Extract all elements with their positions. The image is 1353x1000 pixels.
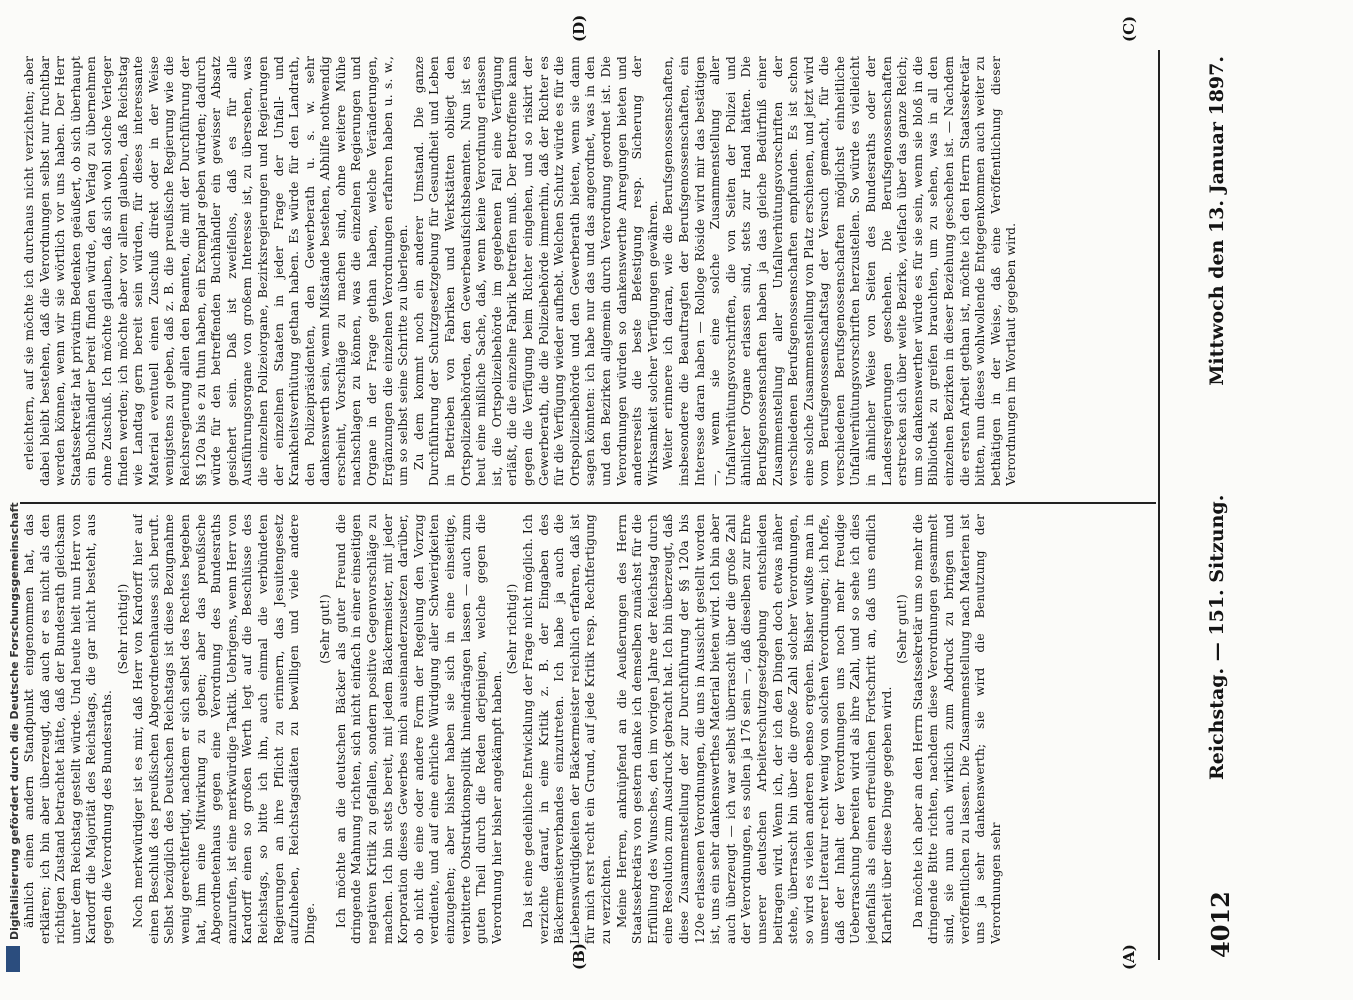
interjection: (Sehr gut!) (895, 594, 910, 664)
interjection: (Sehr gut!) (318, 594, 333, 664)
header-rule (1158, 50, 1160, 960)
right-column (22, 56, 1148, 486)
credit-text: Digitalisierung gefördert durch die Deutsche Forschungsgemeinschaft (8, 502, 21, 940)
paragraph: Meine Herren, anknüpfend an die Aeußerungen des Herrn Staatssekretärs von gestern danke ich demselben zunächst für die Erfüllung des Wunsches, den im vorigen Jahre der Reichstag durch eine Resolution zum Ausdruck gebracht hat. Ich bin überzeugt, daß diese Zusammenstellung der zur Durchführung der §§ 120a bis 120e erlassenen Verordnungen, die uns in Aussicht gestellt worden ist, uns ein sehr dankenswerthes Material bieten wird. Ich bin aber auch überzeugt — ich war selbst überrascht über die große Zahl der Verordnungen, es sollen ja 176 sein —, daß dieselben zur Ehre unserer deutschen Arbeiterschutzgesetzgebung entschieden beitragen wird. Wenn ich, der ich den Dingen doch etwas näher stehe, überrascht bin über die große Zahl solcher Verordnungen, so wird es vielen anderen ebenso ergehen. Bisher wußte man in unserer Literatur recht wenig von solchen Verordnungen; ich hoffe, daß der Inhalt der Verordnungen uns noch mehr freudige Ueberraschung bereiten wird als ihre Zahl, und so sehe ich dies jedenfalls als einen erfreulichen Fortschritt an, daß uns endlich Klarheit über diese Dinge gegeben wird. (614, 514, 894, 944)
margin-marker-a: (A) (1120, 944, 1138, 970)
paragraph: Noch merkwürdiger ist es mir, daß Herr von Kardorff hier auf einen Beschluß des preußischen Abgeordnetenhauses sich beruft. Selbst bezüglich des Deutschen Reichstags ist diese Bezugnahme wenig gerechtfertigt, nachdem er sich selbst des Rechtes begeben hat, ihm eine Mitwirkung zu geben; aber das preußische Abgeordnetenhaus gegen eine Verordnung des Bundesraths anzurufen, ist eine merkwürdige Taktik. Uebrigens, wenn Herr von Kardorff einen so großen Werth legt auf die Beschlüsse des Reichstags, so bitte ich ihn, auch einmal die verbündeten Regierungen an ihre Pflicht zu erinnern, das Jesuitengesetz aufzuheben, Reichstagsdiäten zu bewilligen und viele andere Dinge. (131, 514, 317, 944)
left-column (22, 514, 1148, 944)
paragraph: Weiter erinnere ich daran, wie die Berufsgenossenschaften, insbesondere die Beauftragten der Berufsgenossenschaften, ein Interesse daran haben — Rolloge Röside wird mir das bestätigen —, wenn sie eine solche Zusammenstellung aller Unfallverhütungsvorschriften, die von Seiten der Polizei und ähnlicher Organe erlassen sind, stets zur Hand hätten. Die Berufsgenossenschaften haben ja das gleiche Bedürfniß einer Zusammenstellung aller Unfallverhütungsvorschriften der verschiedenen Berufsgenossenschaften empfunden. Es ist schon eine solche Zusammenstellung von Platz erschienen, und jetzt wird vom Berufsgenossenschaftstag der Versuch gemacht, für die verschiedenen Berufsgenossenschaften möglichst einheitliche Unfallverhütungsvorschriften herzustellen. So würde es vielleicht in ähnlicher Weise von Seiten des Bundesraths oder der Landesregierungen geschehen. Die Berufsgenossenschaften erstrecken sich über weite Bezirke, vielfach über das ganze Reich; um so dankenswerther würde es für sie sein, wenn sie bloß in die Bibliothek zu greifen brauchten, um zu sehen, was in all den einzelnen Bezirken in dieser Beziehung geschehen ist. — Nachdem die ersten Arbeit gethan ist, möchte ich den Herrn Staatssekretär bitten, nun dieses wohlwollende Entgegenkommen auch weiter zu bethätigen in der Weise, daß eine Veröffentlichung dieser Verordnungen im Wortlaut gegeben wird. (661, 56, 1019, 486)
session-title: Reichstag. — 151. Sitzung. (1206, 494, 1228, 780)
margin-marker-d: (D) (570, 14, 588, 42)
paragraph: Zu dem kommt noch ein anderer Umstand. Die ganze Durchführung der Schutzgesetzgebung für Gesundheit und Leben in Betrieben von Fabriken und Werkstätten obliegt den Ortspolizeibehörden, den Gewerbeaufsichtsbeamten. Nun ist es heut eine mißliche Sache, daß, wenn keine Verordnung erlassen ist, die Ortspolizeibehörde im gegebenen Fall eine Verfügung erläßt, die die einzelne Fabrik betreffen muß. Der Betroffene kann gegen die Verfügung beim Richter eingehen, und so riskirt der Gewerberath, die die Polizeibehörde immerhin, daß der Richter es für die Verfügung wieder aufhebt. Welchen Schutz würde es für die Ortspolizeibehörde und den Gewerberath bieten, wenn sie dann sagen könnten: ich habe nur das und das angeordnet, was in den und den Bezirken allgemein durch Verordnung geordnet ist. Die Verordnungen würden so dankenswerthe Anregungen bieten und andererseits die beste Befestigung resp. Sicherung der Wirksamkeit solcher Verfügungen gewähren. (411, 56, 660, 486)
session-date: Mittwoch den 13. Januar 1897. (1206, 56, 1228, 386)
interjection: (Sehr richtig!) (115, 583, 130, 675)
paragraph: erleichtern, auf sie möchte ich durchaus nicht verzichten; aber dabei bleibt bestehen, daß die Verordnungen selbst nur fruchtbar werden können, wenn wir sie wörtlich vor uns haben. Der Herr Staatssekretär hat privatim Bedenken geäußert, ob sich überhaupt ein Buchhändler bereit finden würde, den Verlag zu übernehmen ohne Zuschuß. Ich möchte glauben, daß sich wohl solche Verleger finden werden; ich möchte aber vor allem glauben, daß Reichstag wie Landtag gern bereit sein würden, für dieses interessante Material eventuell einen Zuschuß direkt oder in der Weise wenigstens zu geben, daß z. B. die preußische Regierung wie die Reichsregierung allen den Beamten, die mit der Durchführung der §§ 120a bis e zu thun haben, ein Exemplar geben würden; dadurch würde für den betreffenden Buchhändler ein gewisser Absatz gesichert sein. Daß ist zweifellos, daß es für alle Ausführungsorgane von großem Interesse ist, zu übersehen, was die einzelnen Polizeiorgane, Bezirksregierungen und Regierungen der einzelnen Staaten in jeder Frage der Unfall- und Krankheitsverhütung gethan haben. Es würde für den Landrath, den Polizeipräsidenten, den Gewerberath u. s. w. sehr dankenswerth sein, wenn Mißstände bestehen, Abhilfe nothwendig erscheint, Vorschläge zu machen sind, ohne weitere Mühe nachschlagen zu können, was die einzelnen Regierungen und Organe in der Frage gethan haben, welche Veränderungen, Ergänzungen die einzelnen Verordnungen erfahren haben u. s. w., um so selbst seine Schritte zu überlegen. (22, 56, 411, 486)
paragraph: Da möchte ich aber an den Herrn Staatssekretär um so mehr die dringende Bitte richten, nachdem diese Verordnungen gesammelt sind, sie nun auch wirklich zum Abdruck zu bringen und veröffentlichen zu lassen. Die Zusammenstellung nach Materien ist uns ja sehr dankenswerth; sie wird die Benutzung der Verordnungen sehr (910, 514, 1003, 944)
paragraph: Ich möchte an die deutschen Bäcker als guter Freund die dringende Mahnung richten, sich nicht einfach in einer einseitigen negativen Kritik zu gefallen, sondern positive Gegenvorschläge zu machen. Ich bin stets bereit, mit jedem Bäckermeister, mit jeder Korporation dieses Gewerbes mich auseinanderzusetzen darüber, ob nicht die eine oder andere Form der Regelung den Vorzug verdiente, und auf eine ehrliche Würdigung aller Schwierigkeiten einzugehen; aber bisher haben sie sich in eine einseitige, verbitterte Obstruktionspolitik hineindrängen lassen — auch zum guten Theil durch die Reden derjenigen, welche gegen die Verordnung hier bisher angekämpft haben. (333, 514, 504, 944)
paragraph: ähnlich einen andern Standpunkt eingenommen hat, das erklären; ich bin aber überzeugt, daß auch er es nicht als den richtigen Zustand betrachtet hätte, daß der Bundesrath gleichsam unter dem Reichstag gestellt würde. Und heute hielt nun Herr von Kardorff die Majorität des Reichstags, die gar nicht besteht, aus gegen die Verordnung des Bundesraths. (22, 514, 114, 944)
page-number: 4012 (1206, 891, 1235, 958)
dfg-logo (6, 946, 20, 972)
paragraph: Da ist eine gedeihliche Entwicklung der Frage nicht möglich. Ich verzichte darauf, in eine Kritik z. B. der Eingaben des Bäckermeisterverbandes einzutreten. Ich habe ja auch die Liebenswürdigkeiten der Bäckermeister reichlich erfahren, daß ist für mich erst recht ein Grund, auf jede Kritik resp. Rechtfertigung zu verzichten. (521, 514, 613, 944)
column-divider (20, 502, 1156, 504)
margin-marker-b: (B) (570, 943, 588, 970)
margin-marker-c: (C) (1120, 15, 1138, 42)
interjection: (Sehr richtig!) (505, 583, 520, 675)
page-header (1196, 50, 1256, 960)
